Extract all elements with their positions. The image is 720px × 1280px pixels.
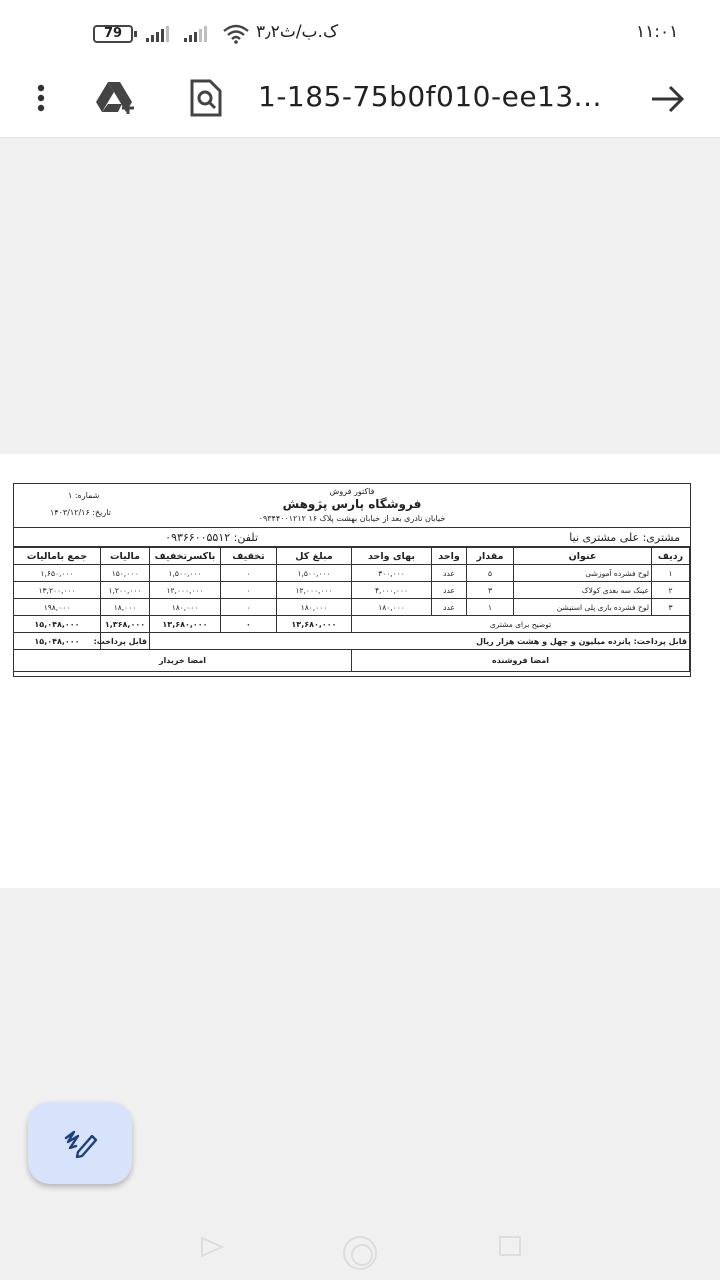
cell: عینک سه بعدی کولاک [514,582,652,599]
totals-row [14,616,690,633]
description-label: توضیح برای مشتری [352,616,690,633]
cell: ۱۵۰,۰۰۰ [101,565,150,582]
cell: عدد [432,582,467,599]
table-row [14,565,690,582]
status-bar [0,0,720,60]
store-name: فروشگاه پارس پژوهش [282,497,422,511]
payable-label: قابل پرداخت: [101,633,150,650]
wifi-icon [222,24,250,44]
cell: ۱,۵۰۰,۰۰۰ [150,565,221,582]
cell: ۰ [221,565,277,582]
annotate-button[interactable] [28,1102,132,1184]
arrow-forward-icon[interactable] [648,82,688,116]
total-after-discount: ۱۳,۶۸۰,۰۰۰ [150,616,221,633]
column-header: تخفیف [221,548,277,565]
cell: ۱۲,۰۰۰,۰۰۰ [150,582,221,599]
network-speed: ۳٫۲ک.ب/ث [256,22,339,42]
home-icon[interactable] [343,1236,377,1270]
cell: ۱۳,۲۰۰,۰۰۰ [14,582,101,599]
seller-signature: امضا فروشنده [352,650,690,672]
total-discount: ۰ [221,616,277,633]
cell: لوح فشرده آموزشی [514,565,652,582]
table-header-row [14,548,690,565]
add-to-drive-icon[interactable] [94,78,140,118]
invoice-header [14,484,690,528]
signal-icon [146,26,169,42]
pen-scribble-icon [64,1128,98,1158]
cell: ۱۸۰,۰۰۰ [277,599,352,616]
document-title: 1-185-75b0f010-ee13... [258,80,602,113]
find-in-page-icon[interactable] [188,78,224,118]
total-amount: ۱۳,۶۸۰,۰۰۰ [277,616,352,633]
cell: ۱۸۰,۰۰۰ [150,599,221,616]
column-header: مقدار [467,548,514,565]
table-row [14,599,690,616]
back-icon[interactable] [200,1236,224,1258]
column-header: بهای واحد [352,548,432,565]
total-tax: ۱,۳۶۸,۰۰۰ [101,616,150,633]
cell: ۵ [467,565,514,582]
cell: ۱۸,۰۰۰ [101,599,150,616]
battery-indicator: 79 [93,25,133,43]
store-address: خیابان نادری بعد از خیابان بهشت پلاک ۱۶ ۰۹۳۴۴۰۰۱۲۱۲ [258,514,446,523]
customer-row [14,528,690,547]
viewer-toolbar [0,60,720,138]
cell: عدد [432,599,467,616]
cell: ۳ [652,599,690,616]
cell: ۱ [652,565,690,582]
invoice [13,483,691,677]
clock: ۱۱:۰۱ [636,22,679,42]
payable-row [14,633,690,650]
cell: ۱۸۰,۰۰۰ [352,599,432,616]
cell: لوح فشرده بازی پلی استیشن [514,599,652,616]
signature-row [14,650,690,672]
cell: ۰ [221,599,277,616]
column-header: عنوان [514,548,652,565]
payable-in-words: قابل پرداخت: پانزده میلیون و چهل و هشت هزار ریال [150,633,690,650]
items-table [13,547,690,672]
cell: ۱ [467,599,514,616]
cell: ۴,۰۰۰,۰۰۰ [352,582,432,599]
cell: ۱,۲۰۰,۰۰۰ [101,582,150,599]
column-header: واحد [432,548,467,565]
signal-icon [184,26,207,42]
cell: ۳ [467,582,514,599]
column-header: مالیات [101,548,150,565]
column-header: باکسرتخفیف [150,548,221,565]
column-header: جمع بامالیات [14,548,101,565]
invoice-kind: فاکتور فروش [329,487,375,496]
cell: ۳۰۰,۰۰۰ [352,565,432,582]
customer-name: مشتری: علی مشتری نیا [569,531,680,544]
cell: ۱۹۸,۰۰۰ [14,599,101,616]
column-header: ردیف [652,548,690,565]
cell: ۲ [652,582,690,599]
invoice-date: تاریخ: ۱۴۰۳/۱۲/۱۶ [50,508,111,517]
buyer-signature: امضا خریدار [14,650,352,672]
table-row [14,582,690,599]
invoice-number: شماره: ۱ [68,491,100,500]
cell: ۱,۵۰۰,۰۰۰ [277,565,352,582]
recent-apps-icon[interactable] [499,1236,521,1256]
cell: عدد [432,565,467,582]
cell: ۱,۶۵۰,۰۰۰ [14,565,101,582]
total-with-tax: ۱۵,۰۴۸,۰۰۰ [14,616,101,633]
cell: ۱۲,۰۰۰,۰۰۰ [277,582,352,599]
system-nav-bar [0,1210,720,1280]
column-header: مبلغ کل [277,548,352,565]
customer-phone: تلفن: ۰۹۳۶۶۰۰۵۵۱۲ [165,531,258,544]
cell: ۰ [221,582,277,599]
more-options-icon[interactable] [28,82,54,116]
payable-value: ۱۵,۰۴۸,۰۰۰ [14,633,101,650]
document-page [0,454,720,888]
